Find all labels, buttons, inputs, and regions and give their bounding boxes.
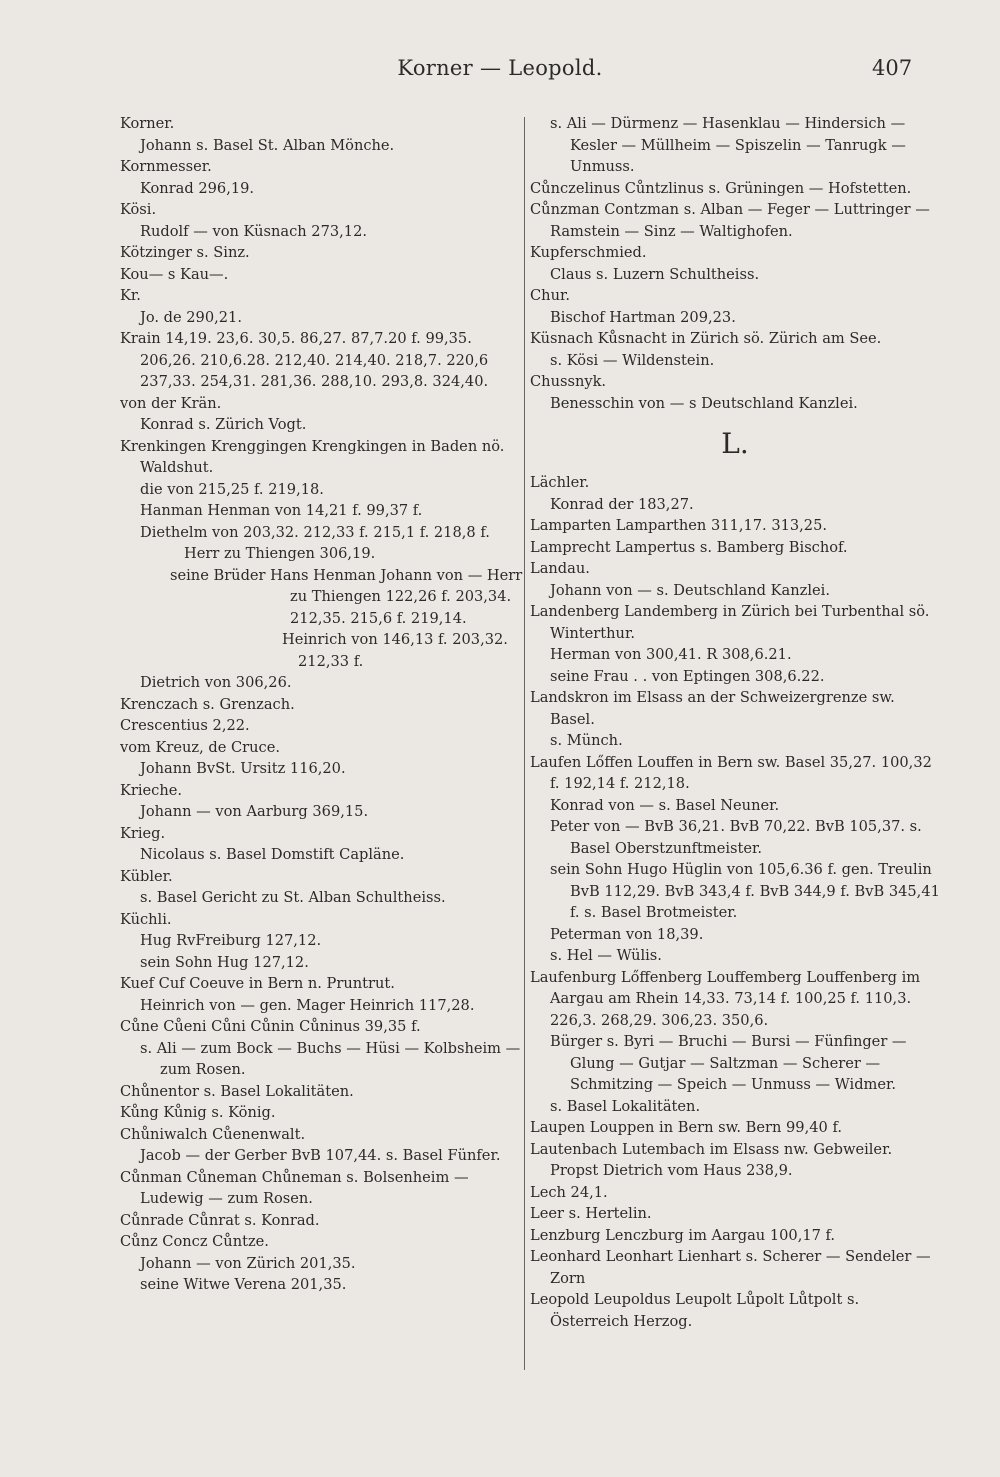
index-entry: Leer s. Hertelin. (530, 1205, 652, 1222)
index-entry: s. Münch. (550, 732, 623, 749)
index-entry: Lautenbach Lutembach im Elsass nw. Gebweiler. Propst Dietrich vom Haus 238,9. (530, 1140, 893, 1179)
index-entry: Krenczach s. Grenzach. (120, 695, 295, 713)
index-entry: Johann — von Aarburg 369,15. (140, 803, 369, 820)
index-entry: Küchli. (120, 910, 172, 928)
index-entry: Johann s. Basel St. Alban Mönche. (140, 136, 395, 154)
index-entry: sein Sohn Hug 127,12. (140, 953, 309, 971)
index-entry: Kösi. (120, 201, 157, 218)
index-entry: s. Ali — zum Bock — Buchs — Hüsi — Kolbsheim — zum Rosen. (140, 1039, 521, 1078)
index-entry: Kornmesser. (120, 158, 212, 175)
index-entry: Küsnach Kůsnacht in Zürich sö. Zürich am See. (530, 330, 882, 347)
index-entry: Jacob — der Gerber BvB 107,44. s. Basel Fünfer. (140, 1147, 501, 1164)
index-entry: Lenzburg Lenczburg im Aargau 100,17 f. (530, 1226, 836, 1244)
index-entry: Heinrich von — gen. Mager Heinrich 117,28. (140, 996, 475, 1014)
index-entry: Peter von — BvB 36,21. BvB 70,22. BvB 105,37. s. Basel Oberstzunftmeister. (550, 818, 922, 857)
column-divider (524, 117, 525, 1370)
index-entry: Johann — von Zürich 201,35. (140, 1254, 356, 1272)
index-entry: seine Frau . . von Eptingen 308,6.22. (550, 667, 825, 685)
left-column (120, 113, 528, 1296)
index-entry: Benesschin von — s Deutschland Kanzlei. (550, 394, 858, 412)
index-entry: Bischof Hartman 209,23. (550, 308, 736, 326)
index-entry: Chůniwalch Cůenenwalt. (120, 1125, 306, 1143)
section-letter: L. (721, 427, 749, 460)
index-entry: seine Brüder Hans Henman Johann von — Herr zu Thiengen 122,26 f. 203,34. 212,35. 215,6 f. 219,14. (170, 566, 523, 627)
index-entry: Kupferschmied. (530, 244, 647, 261)
running-title: Korner — Leopold. (397, 56, 603, 80)
index-entry: s. Kösi — Wildenstein. (550, 351, 715, 369)
index-entry: Krain 14,19. 23,6. 30,5. 86,27. 87,7.20 f. 99,35. 206,26. 210,6.28. 212,40. 214,40. 218,7. 220,6 237,33. 254,31. 281,36. 288,10. 293,8. 324,40. (120, 330, 489, 390)
index-entry: Landskron im Elsass an der Schweizergrenze sw. Basel. (530, 689, 895, 728)
index-entry: Kuef Cuf Coeuve in Bern n. Pruntrut. (120, 975, 395, 992)
index-entry: s. Basel Lokalitäten. (550, 1097, 701, 1115)
index-entry: Hanman Henman von 14,21 f. 99,37 f. (140, 502, 423, 519)
index-entry: Cůne Cůeni Cůni Cůnin Cůninus 39,35 f. (120, 1018, 421, 1035)
index-entry: Diethelm von 203,32. 212,33 f. 215,1 f. 218,8 f. (140, 523, 490, 541)
right-column (530, 113, 940, 1332)
index-entry: Kou— s Kau—. (120, 265, 229, 283)
index-entry: seine Witwe Verena 201,35. (140, 1276, 347, 1293)
index-entry: Kr. (120, 287, 141, 304)
index-entry: Laupen Louppen in Bern sw. Bern 99,40 f. (530, 1119, 842, 1136)
index-entry: Rudolf — von Küsnach 273,12. (140, 222, 368, 240)
index-entry: Peterman von 18,39. (550, 925, 704, 943)
index-entry: Korner. (120, 115, 175, 132)
index-entry: Landau. (530, 560, 590, 577)
index-entry: Laufenburg Lőffenberg Louffemberg Louffenberg im Aargau am Rhein 14,33. 73,14 f. 100,25 f. 110,3. 226,3. 268,29. 306,23. 350,6. (530, 968, 921, 1029)
index-entry: Jo. de 290,21. (140, 308, 242, 326)
index-entry: Krieg. (120, 824, 166, 842)
index-entry: Krenkingen Krenggingen Krengkingen in Baden nö. Waldshut. (120, 437, 505, 476)
index-entry: von der Krän. (120, 394, 222, 412)
index-entry: Cůnz Concz Cůntze. (120, 1233, 269, 1250)
index-entry: Cůnrade Cůnrat s. Konrad. (120, 1211, 320, 1229)
index-entry: Lamprecht Lampertus s. Bamberg Bischof. (530, 538, 848, 556)
index-entry: Chussnyk. (530, 373, 607, 390)
index-entry: Claus s. Luzern Schultheiss. (550, 265, 760, 283)
index-entry: Kübler. (120, 867, 173, 885)
index-entry: Laufen Lőffen Louffen in Bern sw. Basel 35,27. 100,32 f. 192,14 f. 212,18. (530, 753, 932, 792)
index-entry: Heinrich von 146,13 f. 203,32. 212,33 f. (282, 631, 508, 670)
index-entry: Crescentius 2,22. (120, 717, 250, 734)
index-entry: Dietrich von 306,26. (140, 674, 292, 691)
index-entry: Lächler. (530, 474, 590, 491)
index-entry: die von 215,25 f. 219,18. (140, 480, 324, 498)
index-entry: Konrad von — s. Basel Neuner. (550, 796, 780, 814)
index-entry: Cůnman Cůneman Chůneman s. Bolsenheim — Ludewig — zum Rosen. (120, 1168, 469, 1207)
index-entry: vom Kreuz, de Cruce. (120, 738, 280, 756)
index-entry: Hug RvFreiburg 127,12. (140, 932, 322, 949)
index-entry: Chur. (530, 287, 570, 304)
index-entry: Konrad der 183,27. (550, 495, 694, 513)
index-entry: Lamparten Lamparthen 311,17. 313,25. (530, 517, 828, 534)
index-entry: Johann von — s. Deutschland Kanzlei. (550, 581, 830, 599)
index-entry: Leonhard Leonhart Lienhart s. Scherer — Sendeler — Zorn (530, 1248, 931, 1287)
index-entry: Krieche. (120, 781, 183, 799)
index-entry: sein Sohn Hugo Hüglin von 105,6.36 f. gen. Treulin BvB 112,29. BvB 343,4 f. BvB 344,9 f. BvB 345,41 f. s. Basel Brotmeister. (550, 861, 940, 921)
index-entry: Lech 24,1. (530, 1183, 608, 1201)
index-entry: Johann BvSt. Ursitz 116,20. (140, 760, 346, 777)
index-entry: s. Ali — Dürmenz — Hasenklau — Hindersich — Kesler — Müllheim — Spiszelin — Tanrugk — Unmuss. (550, 115, 906, 175)
index-entry: Bürger s. Byri — Bruchi — Bursi — Fünfinger — Glung — Gutjar — Saltzman — Scherer — Schmitzing — Speich — Unmuss — Widmer. (550, 1033, 907, 1093)
index-entry: Landenberg Landemberg in Zürich bei Turbenthal sö. Winterthur. (530, 603, 930, 642)
index-entry: Herman von 300,41. R 308,6.21. (550, 646, 792, 663)
index-entry: Cůnczelinus Cůntzlinus s. Grüningen — Hofstetten. (530, 179, 912, 197)
index-entry: Kůng Kůnig s. König. (120, 1104, 276, 1121)
index-entry: Konrad 296,19. (140, 179, 255, 197)
index-entry: Chůnentor s. Basel Lokalitäten. (120, 1082, 354, 1100)
index-entry: Leopold Leupoldus Leupolt Lůpolt Lůtpolt s. Österreich Herzog. (530, 1291, 860, 1330)
page-number: 407 (872, 56, 913, 80)
index-entry: Cůnzman Contzman s. Alban — Feger — Luttringer — Ramstein — Sinz — Waltighofen. (530, 201, 930, 240)
right-column-bottom-entries (530, 472, 940, 1332)
right-column-top-entries (530, 113, 940, 414)
index-entry: s. Hel — Wülis. (550, 947, 662, 964)
page-header (0, 56, 1000, 88)
index-entry: Konrad s. Zürich Vogt. (140, 416, 307, 433)
index-entry: Nicolaus s. Basel Domstift Capläne. (140, 846, 405, 863)
index-entry: s. Basel Gericht zu St. Alban Schultheiss. (140, 889, 446, 906)
index-entry: Herr zu Thiengen 306,19. (184, 545, 376, 562)
index-entry: Kötzinger s. Sinz. (120, 244, 250, 261)
